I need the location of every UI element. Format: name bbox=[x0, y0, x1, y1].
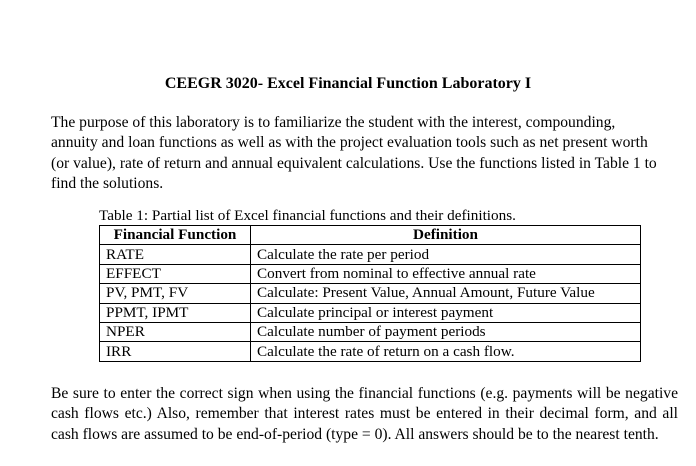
intro-line: find the solutions. bbox=[51, 175, 164, 193]
header-definition: Definition bbox=[251, 226, 641, 245]
table-row bbox=[100, 284, 641, 303]
function-cell: RATE bbox=[100, 245, 251, 264]
sign-convention-note: Be sure to enter the correct sign when using the financial functions (e.g. payments will be negative cash flows etc.) Also, remember that interest rates must be entered in their decimal form, and all cash flows are assumed to be end-of-period (type = 0). All answers should be to the nearest tenth. bbox=[51, 385, 678, 443]
table-row bbox=[100, 303, 641, 322]
intro-paragraph bbox=[51, 113, 678, 195]
document-title: CEEGR 3020- Excel Financial Function Laboratory I bbox=[164, 75, 532, 92]
table-row bbox=[100, 264, 641, 283]
definition-cell: Convert from nominal to effective annual rate bbox=[251, 264, 641, 283]
financial-functions-table bbox=[99, 225, 641, 362]
function-cell: PPMT, IPMT bbox=[100, 303, 251, 322]
definition-cell: Calculate the rate per period bbox=[251, 245, 641, 264]
definition-cell: Calculate: Present Value, Annual Amount, Future Value bbox=[251, 284, 641, 303]
table-row bbox=[100, 245, 641, 264]
intro-line: The purpose of this laboratory is to familiarize the student with the interest, compounding, bbox=[51, 114, 616, 131]
definition-cell: Calculate principal or interest payment bbox=[251, 303, 641, 322]
function-cell: PV, PMT, FV bbox=[100, 284, 251, 303]
definition-cell: Calculate the rate of return on a cash flow. bbox=[251, 342, 641, 361]
header-financial-function: Financial Function bbox=[100, 226, 251, 245]
definition-cell: Calculate number of payment periods bbox=[251, 322, 641, 341]
function-cell: EFFECT bbox=[100, 264, 251, 283]
intro-line: (or value), rate of return and annual equivalent calculations. Use the functions listed in Table 1 to bbox=[51, 154, 657, 172]
table-row bbox=[100, 342, 641, 361]
function-cell: IRR bbox=[100, 342, 251, 361]
intro-line: annuity and loan functions as well as with the project evaluation tools such as net present worth bbox=[51, 134, 648, 152]
table-header-row bbox=[100, 226, 641, 245]
table-caption: Table 1: Partial list of Excel financial functions and their definitions. bbox=[99, 207, 516, 224]
table-row bbox=[100, 322, 641, 341]
function-cell: NPER bbox=[100, 322, 251, 341]
